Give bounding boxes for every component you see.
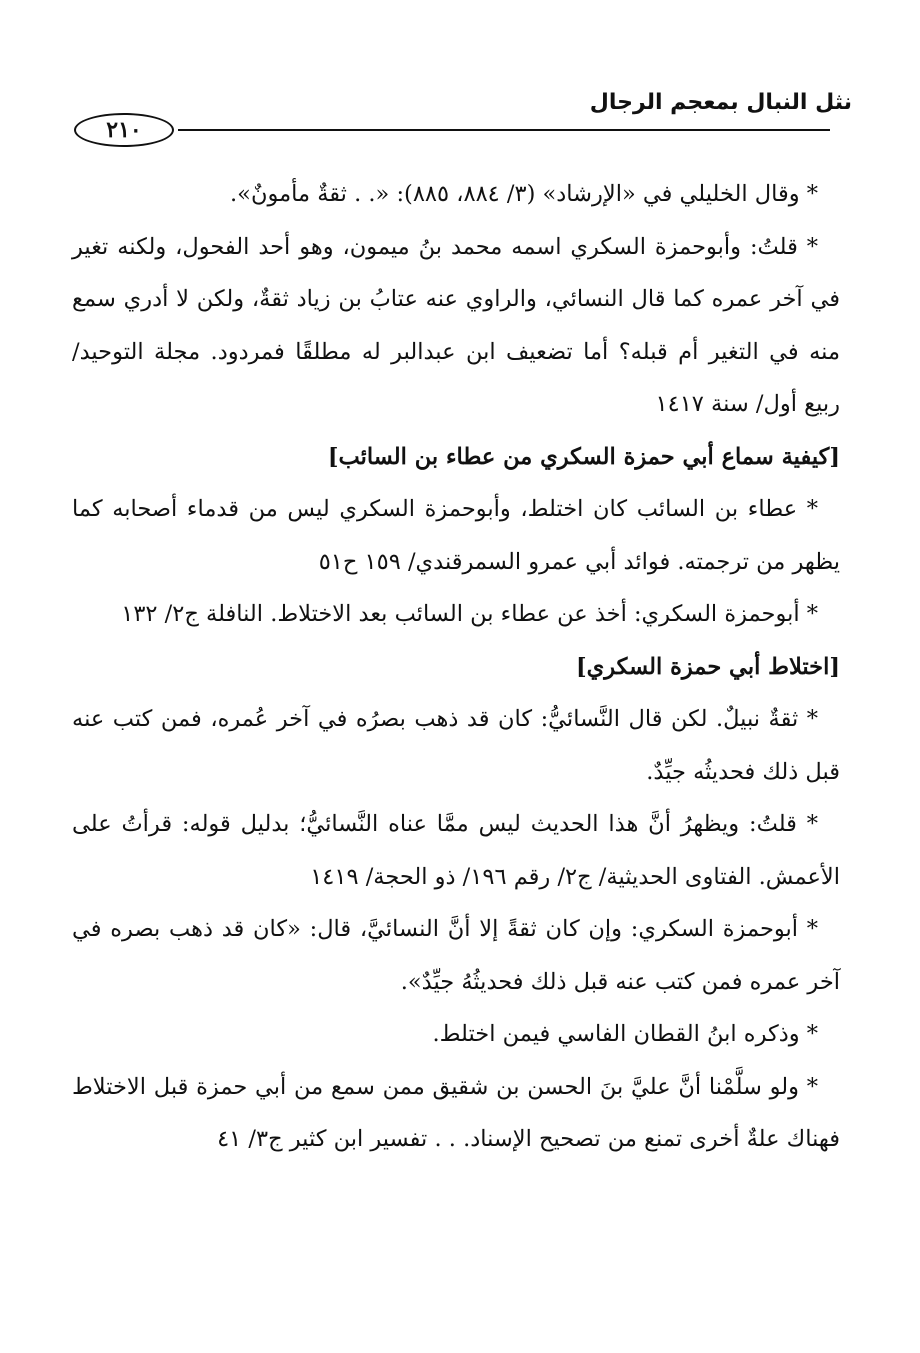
running-title: نثل النبال بمعجم الرجال <box>589 90 852 115</box>
section-heading: [اختلاط أبي حمزة السكري] <box>576 653 840 680</box>
paragraph: * قلتُ: ويظهرُ أنَّ هذا الحديث ليس ممَّا عناه النَّسائيُّ؛ بدليل قوله: قرأتُ على الأعمش. الفتاوى الحديثية/ ج٢/ رقم ١٩٦/ ذو الحجة/ ١٤١٩ <box>72 811 840 890</box>
paragraph: * قلتُ: وأبوحمزة السكري اسمه محمد بنُ ميمون، وهو أحد الفحول، ولكنه تغير في آخر عمره كما قال النسائي، والراوي عنه عتابُ بن زياد ثقةٌ، ولكن لا أدري سمع منه في التغير أم قبله؟ أما تضعيف ابن عبدالبر له مطلقًا فمردود. مجلة التوحيد/ ربيع أول/ سنة ١٤١٧ <box>72 233 840 417</box>
page-number-frame <box>70 113 178 147</box>
paragraph: * عطاء بن السائب كان اختلط، وأبوحمزة السكري ليس من قدماء أصحابه كما يظهر من ترجمته. فوائد أبي عمرو السمرقندي/ ١٥٩ ح٥١ <box>72 496 840 575</box>
page-body <box>72 168 840 1166</box>
paragraph: * ثقةٌ نبيلٌ. لكن قال النَّسائيُّ: كان قد ذهب بصرُه في آخر عُمره، فمن كتب عنه قبل ذلك فحديثُه جيِّدٌ. <box>72 706 840 785</box>
section-heading: [كيفية سماع أبي حمزة السكري من عطاء بن السائب] <box>327 443 840 470</box>
paragraph: * أبوحمزة السكري: وإن كان ثقةً إلا أنَّ النسائيَّ، قال: «كان قد ذهب بصره في آخر عمره فمن كتب عنه قبل ذلك فحديثُهُ جيِّدٌ». <box>72 916 840 995</box>
paragraph: * وذكره ابنُ القطان الفاسي فيمن اختلط. <box>432 1021 818 1047</box>
header-rule <box>75 129 830 131</box>
paragraph: * وقال الخليلي في «الإرشاد» (٣/ ٨٨٤، ٨٨٥): «. . ثقةٌ مأمونٌ». <box>230 181 818 207</box>
paragraph: * أبوحمزة السكري: أخذ عن عطاء بن السائب بعد الاختلاط. النافلة ج٢/ ١٣٢ <box>121 601 818 627</box>
paragraph: * ولو سلَّمْنا أنَّ عليَّ بنَ الحسن بن شقيق ممن سمع من أبي حمزة قبل الاختلاط فهناك علةٌ أخرى تمنع من تصحيح الإسناد. . . تفسير ابن كثير ج٣/ ٤١ <box>72 1073 840 1152</box>
page-number: ٢١٠ <box>74 113 174 147</box>
